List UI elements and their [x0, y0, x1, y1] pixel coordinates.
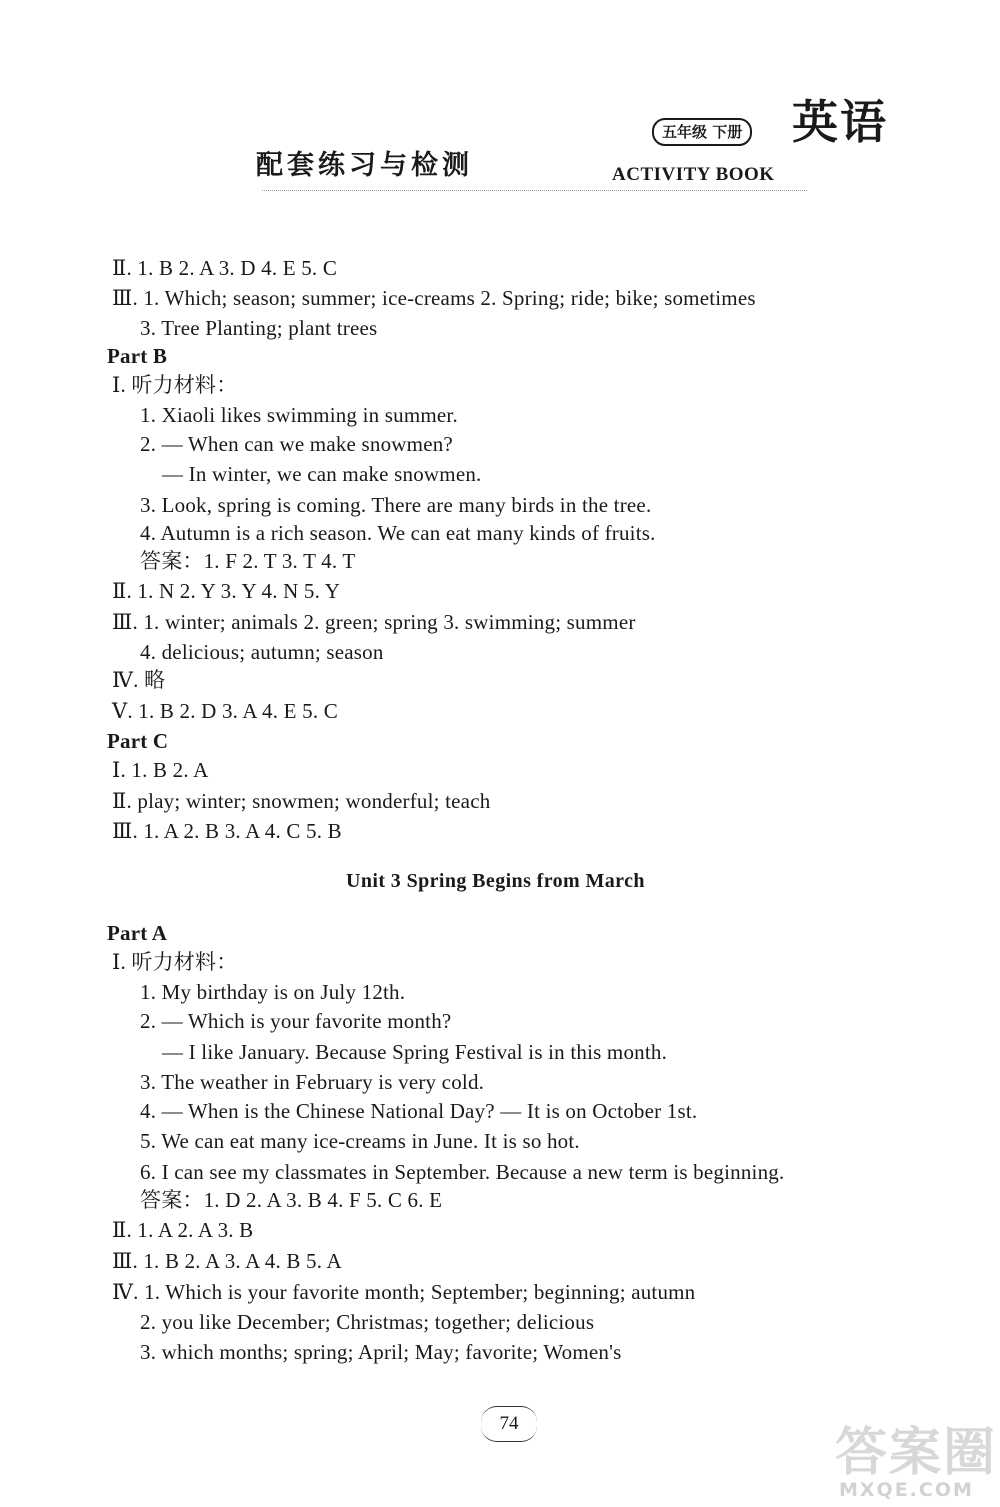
- answer-line: Ⅲ. 1. Which; season; summer; ice-creams 2. Spring; ride; bike; sometimes: [112, 286, 756, 310]
- listening-script-line: 3. Look, spring is coming. There are many birds in the tree.: [140, 493, 652, 517]
- answer-line: Ⅲ. 1. winter; animals 2. green; spring 3. swimming; summer: [112, 610, 636, 634]
- answer-line: 3. Tree Planting; plant trees: [140, 316, 378, 340]
- answer-line: Ⅰ. 听力材料：: [112, 950, 238, 974]
- listening-script-line: — In winter, we can make snowmen.: [162, 462, 482, 486]
- answer-line: 答案：1. F 2. T 3. T 4. T: [140, 549, 356, 573]
- listening-script-line: 3. The weather in February is very cold.: [140, 1070, 485, 1094]
- answer-line: 2. you like December; Christmas; together; delicious: [140, 1310, 595, 1334]
- watermark-logo: [835, 1423, 998, 1503]
- listening-script-line: 4. — When is the Chinese National Day? — It is on October 1st.: [140, 1099, 698, 1123]
- section-heading: Part C: [107, 729, 169, 753]
- answer-line: 4. delicious; autumn; season: [140, 640, 384, 664]
- answer-line: Ⅰ. 1. B 2. A: [112, 758, 209, 782]
- answer-line: Ⅲ. 1. B 2. A 3. A 4. B 5. A: [112, 1249, 342, 1273]
- listening-script-line: 1. My birthday is on July 12th.: [140, 980, 406, 1004]
- answer-line: Ⅰ. 听力材料：: [112, 373, 238, 397]
- listening-script-line: 5. We can eat many ice-creams in June. It is so hot.: [140, 1129, 580, 1153]
- answer-line: Ⅱ. 1. B 2. A 3. D 4. E 5. C: [112, 256, 338, 280]
- answer-line: 3. which months; spring; April; May; favorite; Women's: [140, 1340, 622, 1364]
- listening-script-line: 2. — Which is your favorite month?: [140, 1009, 452, 1033]
- section-heading: Part A: [107, 921, 168, 945]
- listening-script-line: 1. Xiaoli likes swimming in summer.: [140, 403, 458, 427]
- answer-line: Ⅴ. 1. B 2. D 3. A 4. E 5. C: [112, 699, 338, 723]
- grade-badge: 五年级 下册: [652, 118, 752, 146]
- answer-line: Ⅳ. 1. Which is your favorite month; September; beginning; autumn: [112, 1280, 696, 1304]
- answer-line: Ⅱ. 1. N 2. Y 3. Y 4. N 5. Y: [112, 579, 341, 603]
- book-subtitle: ACTIVITY BOOK: [612, 164, 775, 185]
- listening-script-line: — I like January. Because Spring Festival is in this month.: [162, 1040, 668, 1064]
- answer-line: Ⅳ. 略: [112, 668, 166, 692]
- page-number: 74: [481, 1406, 537, 1442]
- subject-title: 英语: [792, 95, 888, 149]
- header-rule: [262, 190, 807, 191]
- listening-script-line: 6. I can see my classmates in September. Because a new term is beginning.: [140, 1160, 785, 1184]
- answer-line: Ⅱ. 1. A 2. A 3. B: [112, 1218, 254, 1242]
- answer-line: 答案：1. D 2. A 3. B 4. F 5. C 6. E: [140, 1188, 443, 1212]
- watermark-url: MXQE.COM: [839, 1479, 974, 1501]
- listening-script-line: 4. Autumn is a rich season. We can eat many kinds of fruits.: [140, 521, 656, 545]
- watermark-text: 答案圈: [835, 1423, 998, 1483]
- answer-line: Ⅱ. play; winter; snowmen; wonderful; teach: [112, 789, 491, 813]
- section-heading: Part B: [107, 344, 168, 368]
- unit-heading: Unit 3 Spring Begins from March: [346, 870, 645, 892]
- answer-line: Ⅲ. 1. A 2. B 3. A 4. C 5. B: [112, 819, 342, 843]
- series-title: 配套练习与检测: [256, 150, 473, 181]
- listening-script-line: 2. — When can we make snowmen?: [140, 432, 453, 456]
